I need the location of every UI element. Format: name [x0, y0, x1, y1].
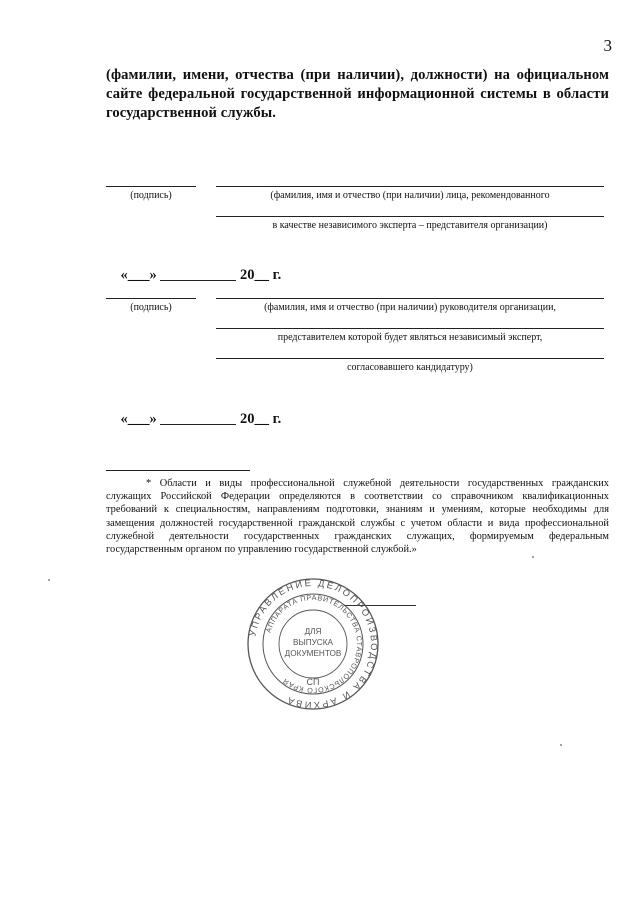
date-year-1: 20__ г. [240, 267, 282, 283]
scan-speck [560, 744, 562, 746]
name-caption-1b: в качестве независимого эксперта – представителя организации) [272, 220, 548, 231]
signature-caption-2: (подпись) [130, 302, 172, 313]
date-month-line-2 [160, 424, 236, 425]
scan-speck [532, 556, 534, 558]
intro-paragraph: (фамилии, имени, отчества (при наличии), должности) на официальном сайте федеральной государственной информационной системы в области государственной службы. [106, 67, 609, 121]
scan-speck [48, 579, 50, 581]
name-line-2a [216, 298, 604, 299]
name-line-1a [216, 186, 604, 187]
name-line-1b [216, 216, 604, 217]
stamp-center-line-2: ВЫПУСКА [293, 638, 333, 647]
name-caption-2b: представителем которой будет являться независимый эксперт, [277, 332, 543, 343]
date-month-line-1 [160, 280, 236, 281]
date-day-2: «___» [120, 411, 161, 427]
date-day-1: «___» [120, 267, 161, 283]
name-caption-1a: (фамилия, имя и отчество (при наличии) лица, рекомендованного [270, 190, 550, 201]
footnote-separator [106, 470, 250, 471]
page-number: 3 [603, 36, 612, 55]
date-year-2: 20__ г. [240, 411, 282, 427]
name-line-2c [216, 358, 604, 359]
signature-line-1 [106, 186, 196, 187]
name-line-2b [216, 328, 604, 329]
name-caption-2a: (фамилия, имя и отчество (при наличии) руководителя организации, [264, 302, 556, 313]
stamp-outer-text: УПРАВЛЕНИЕ ДЕЛОПРОИЗВОДСТВА И АРХИВА [247, 577, 380, 711]
stamp-seal-icon [246, 577, 380, 711]
stamp-inner-text: АППАРАТА ПРАВИТЕЛЬСТВА СТАВРОПОЛЬСКОГО КРАЯ [263, 592, 365, 696]
signature-line-2 [106, 298, 196, 299]
signature-caption-1: (подпись) [130, 190, 172, 201]
official-stamp [246, 577, 380, 711]
date-field-2 [106, 394, 281, 445]
name-caption-2c: согласовавшего кандидатуру) [347, 362, 473, 373]
date-field-1 [106, 250, 281, 301]
footnote-text: * Области и виды профессиональной служебной деятельности государственных гражданских служащих Российской Федерации определяются в соответствии со справочником квалификационных требований к специальностям, направлениям подготовки, знаниям и умениям, которые необходимы для замещения должностей государственной гражданской службы с учетом области и вида профессиональной служебной деятельности государственных гражданских служащих, формируемым федеральным государственным органом по управлению государственной службой.» [106, 478, 609, 556]
stamp-code: СП [306, 677, 320, 687]
stamp-center-line-1: ДЛЯ [304, 627, 322, 636]
stamp-center-line-3: ДОКУМЕНТОВ [284, 649, 342, 658]
